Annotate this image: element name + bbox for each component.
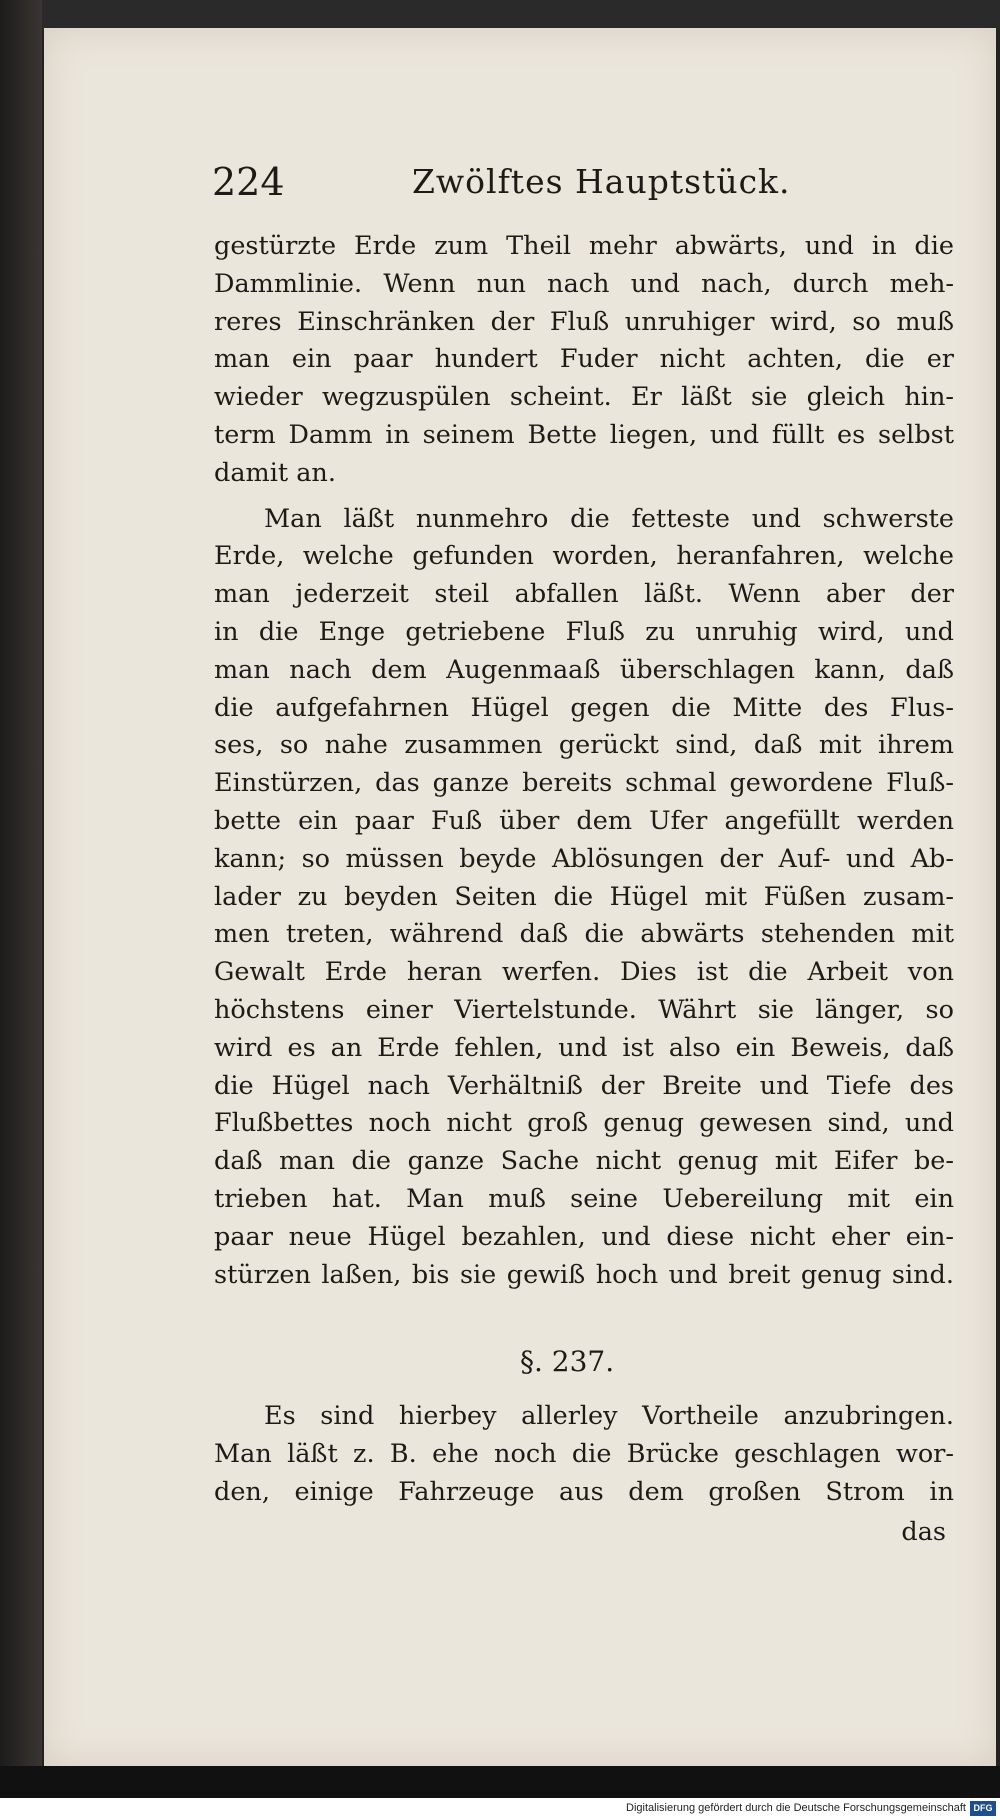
text-line: stürzen laßen, bis sie gewiß hoch und breit genug sind.: [214, 1259, 954, 1290]
body-text: [214, 228, 954, 1294]
section-heading: §. 237.: [520, 1345, 615, 1378]
text-line: Man läßt nunmehro die fetteste und schwerste: [264, 503, 954, 534]
book-spine-edge: [0, 0, 42, 1820]
text-line: paar neue Hügel bezahlen, und diese nicht eher ein-: [214, 1221, 954, 1252]
paragraph-3: [214, 1398, 954, 1511]
text-line: die aufgefahrnen Hügel gegen die Mitte des Flus-: [214, 692, 954, 723]
text-line: man jederzeit steil abfallen läßt. Wenn aber der: [214, 579, 954, 610]
text-line: men treten, während daß die abwärts stehenden mit: [214, 919, 954, 950]
text-line: in die Enge getriebene Fluß zu unruhig wird, und: [214, 616, 954, 647]
text-line: man ein paar hundert Fuder nicht achten, die er: [214, 344, 954, 375]
text-line: bette ein paar Fuß über dem Ufer angefüllt werden: [214, 805, 954, 836]
text-line: den, einige Fahrzeuge aus dem großen Strom in: [214, 1476, 954, 1507]
scan-bottom-edge: [0, 1766, 1000, 1798]
text-line: Dammlinie. Wenn nun nach und nach, durch meh-: [214, 268, 954, 299]
paragraph-2: [214, 501, 954, 1295]
text-line: Gewalt Erde heran werfen. Dies ist die Arbeit von: [214, 957, 954, 988]
page-number: 224: [212, 160, 285, 204]
text-line: lader zu beyden Seiten die Hügel mit Füßen zusam-: [214, 881, 954, 912]
text-line: man nach dem Augenmaaß überschlagen kann, daß: [214, 654, 954, 685]
text-line: trieben hat. Man muß seine Uebereilung mit ein: [214, 1183, 954, 1214]
scan-top-edge: [0, 0, 1000, 30]
running-head: Zwölftes Hauptstück.: [412, 162, 791, 201]
text-line: Man läßt z. B. ehe noch die Brücke geschlagen wor-: [214, 1438, 954, 1469]
text-line: wird es an Erde fehlen, und ist also ein Beweis, daß: [214, 1032, 954, 1063]
text-line: damit an.: [214, 457, 336, 488]
text-line: gestürzte Erde zum Theil mehr abwärts, und in die: [214, 231, 954, 261]
text-line: die Hügel nach Verhältniß der Breite und Tiefe des: [214, 1070, 954, 1101]
text-line: höchstens einer Viertelstunde. Währt sie länger, so: [214, 994, 954, 1025]
text-line: Einstürzen, das ganze bereits schmal gewordene Fluß-: [214, 768, 954, 799]
text-line: Flußbettes noch nicht groß genug gewesen sind, und: [214, 1108, 954, 1139]
dfg-logo: DFG: [970, 1801, 996, 1816]
text-line: reres Einschränken der Fluß unruhiger wird, so muß: [214, 306, 954, 337]
text-line: Es sind hierbey allerley Vortheile anzubringen.: [264, 1401, 954, 1431]
text-line: daß man die ganze Sache nicht genug mit Eifer be-: [214, 1146, 954, 1177]
page-header: [172, 150, 952, 210]
text-line: kann; so müssen beyde Ablösungen der Auf- und Ab-: [214, 843, 954, 874]
digitization-footer: [0, 1798, 1000, 1820]
funding-credit: Digitalisierung gefördert durch die Deutsche Forschungsgemeinschaft: [626, 1802, 966, 1814]
catchword: das: [901, 1517, 946, 1547]
text-line: term Damm in seinem Bette liegen, und füllt es selbst: [214, 419, 954, 450]
text-line: Erde, welche gefunden worden, heranfahren, welche: [214, 541, 954, 572]
text-line: wieder wegzuspülen scheint. Er läßt sie gleich hin-: [214, 382, 954, 413]
text-line: ses, so nahe zusammen gerückt sind, daß mit ihrem: [214, 730, 954, 761]
paragraph-1: [214, 228, 954, 493]
